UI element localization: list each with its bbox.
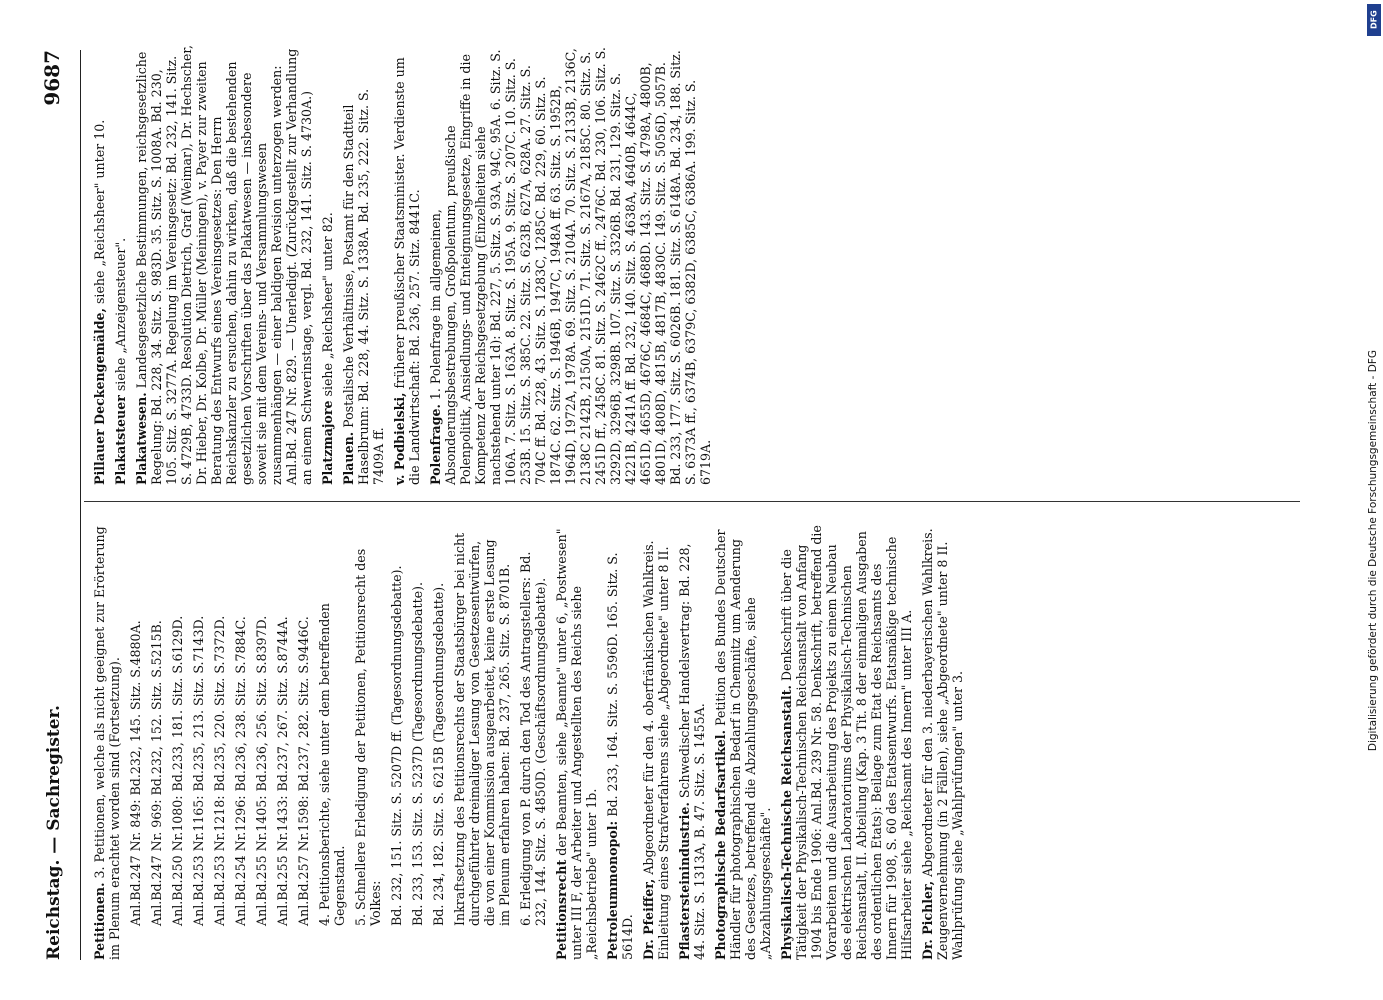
entry-keyword: Photographische Bedarfsartikel. <box>713 730 728 960</box>
entry-keyword: Petroleummonopol: <box>605 820 620 960</box>
right-column <box>92 45 719 485</box>
entry-keyword: Pillauer Deckengemälde, <box>92 308 107 485</box>
entry-text: Bd. 232, 151. Sitz. S. 5207D ff. (Tagesordnungsdebatte). <box>389 565 404 926</box>
entry-text: Schwedischer Handelsvertrag: Bd. 228, 44. Sitz. S. 1313A, B. 47. Sitz. S. 1455A. <box>677 543 707 960</box>
index-entry <box>392 45 422 485</box>
index-entry <box>779 520 914 960</box>
digitization-credit: Digitalisierung gefördert durch die Deutsche Forschungsgemeinschaft - DFG <box>1367 350 1379 752</box>
index-entry <box>233 520 248 960</box>
index-entry <box>431 520 446 960</box>
index-entry <box>317 520 347 960</box>
entry-keyword: Petitionen. <box>92 882 107 960</box>
index-entry <box>353 520 383 960</box>
index-entry <box>92 45 107 485</box>
entry-text: Anl.Bd.253 Nr.1165: Bd.235, 213. Sitz. S.7143D. <box>191 615 206 926</box>
entry-keyword: Dr. Pfeiffer, <box>641 878 656 960</box>
entry-keyword: Plakatsteuer <box>113 395 128 485</box>
index-entry <box>452 520 512 960</box>
entry-text: Anl.Bd.255 Nr.1405: Bd.236, 256. Sitz. S.8397D. <box>254 615 269 926</box>
entry-text: Anl.Bd.254 Nr.1296: Bd.236, 238. Sitz. S.7884C. <box>233 616 248 926</box>
entry-keyword: Platzmajore <box>320 400 335 485</box>
entry-text: Abgeordneter für den 3. niederbayerischen Wahlkreis. Zeugenvernehmung (in 2 Fällen), siehe „Abgeordnete" unter 8 II. Wahlprüfung siehe „Wahlprüfungen" unter 3. <box>920 528 965 960</box>
index-entry <box>554 520 599 960</box>
entry-text: Petition des Bundes Deutscher Händler für photographischen Bedarf in Chemnitz um Aenderung des Gesetzes, betreffend die Abzahlungsgeschäfte, siehe „Abzahlungsgeschäfte". <box>713 529 773 960</box>
entry-text: Denkschrift über die Tätigkeit der Physikalisch-Technischen Reichsanstalt von Anfang 1904 bis Ende 1906: Anl.Bd. 239 Nr. 58. Denkschrift, betreffend die Vorarbeiten und die Ausarbeitung des Projekts zu einem Neubau des elektrischen Laboratoriums der Physikalisch-Technischen Reichsanstalt, II. Abteilung (Kap. 3 Tit. 8 der einmaligen Ausgaben des ordentlichen Etats): Beilage zum Etat des Reichsamts des Innern für 1908, S. 60 des Etatsentwurfs. Etatsmäßige technische Hilfsarbeiter siehe „Reichsamt des Innern" unter III A. <box>779 525 914 960</box>
entry-text: der Beamten, siehe „Beamte" unter 6, „Postwesen" unter III F, der Arbeiter und Angestellten des Reichs siehe „Reichsbetriebe" unter 1b. <box>554 528 599 960</box>
index-entry <box>275 520 290 960</box>
entry-text: siehe „Anzeigensteuer". <box>113 237 128 396</box>
entry-text: Anl.Bd.257 Nr.1598: Bd.237, 282. Sitz. S.9446C. <box>296 616 311 926</box>
index-entry <box>410 520 425 960</box>
entry-text: siehe „Reichsheer" unter 10. <box>92 119 107 309</box>
dfg-logo: DFG <box>1367 4 1381 36</box>
entry-keyword: Plauen. <box>341 431 356 485</box>
entry-text: Anl.Bd.250 Nr.1080: Bd.233, 181. Sitz. S.6129D. <box>170 615 185 926</box>
entry-text: siehe „Reichsheer" unter 82. <box>320 212 335 401</box>
index-entry <box>149 520 164 960</box>
entry-keyword: Physikalisch-Technische Reichsanstalt. <box>779 685 794 960</box>
index-entry <box>191 520 206 960</box>
index-entry <box>92 520 122 960</box>
index-entry <box>254 520 269 960</box>
column-separator <box>84 501 1300 502</box>
page-header <box>40 50 70 960</box>
index-entry <box>677 520 707 960</box>
entry-text: Inkraftsetzung des Petitionsrechts der Staatsbürger bei nicht durchgeführter dreimaliger Lesung von Gesetzesentwürfen, die von einer Kommission ausgearbeitet, keine erste Lesung im Plenum erfahren haben: Bd. 237, 265. Sitz. S. 8701B. <box>452 532 512 926</box>
index-entry <box>641 520 671 960</box>
index-entry <box>212 520 227 960</box>
index-entry <box>518 520 548 960</box>
entry-text: 6. Erledigung von P. durch den Tod des Antragstellers: Bd. 232, 144. Sitz. S. 4850D. (Geschäftsordnungsdebatte). <box>518 551 548 926</box>
index-entry <box>134 45 314 485</box>
index-entry <box>113 45 128 485</box>
entry-text: 5. Schnellere Erledigung der Petitionen, Petitionsrecht des Volkes: <box>353 548 383 926</box>
index-entry <box>341 45 386 485</box>
index-entry <box>296 520 311 960</box>
index-entry <box>428 45 713 485</box>
index-entry <box>389 520 404 960</box>
index-entry <box>128 520 143 960</box>
page-number: 9687 <box>40 50 64 106</box>
entry-text: Anl.Bd.253 Nr.1218: Bd.235, 220. Sitz. S.7372D. <box>212 615 227 926</box>
entry-text: 1. Polenfrage im allgemeinen, Absonderungsbestrebungen, Großpolentum, preußische Polenpolitik, Ansiedlungs- und Enteignungsgesetze, Eingriffe in die Kompetenz der Reichsgesetzgebung (Einzelheiten siehe nachstehend unter 1d): Bd. 227, 5. Sitz. S. 93A, 94C, 95A. 6. Sitz. S. 106A. 7. Sitz. S. 163A. 8. Sitz. S. 195A. 9. Sitz. S. 207C. 10. Sitz. S. 253B. 15. Sitz. S. 385C. 22. Sitz. S. 623B, 627A, 628A. 27. Sitz. S. 704C ff. Bd. 228, 43. Sitz. S. 1283C, 1285C. Bd. 229, 60. Sitz. S. 1874C. 62. Sitz. S. 1946B, 1947C, 1948A ff. 63. Sitz. S. 1952B, 1964D, 1972A, 1978A. 69. Sitz. S. 2104A. 70. Sitz. S. 2133B, 2136C, 2138C 2142B, 2150A, 2151D. 71. Sitz. S. 2167A, 2185C. 80. Sitz. S. 2451D ff., 2458C. 81. Sitz. S. 2462C ff., 2476C. Bd. 230, 106. Sitz. S. 3292D, 3296B, 3298B. 107. Sitz. S. 3326B. Bd. 231, 129. Sitz. S. 4221B, 4241A ff. Bd. 232, 140. Sitz. S. 4638A, 4640B, 4644C, 4651D, 4655D, 4676C, 4684C, 4688D. 143. Sitz. S. 4798A, 4800B, 4801D, 4808D, 4815B, 4817B, 4830C. 149. Sitz. S. 5056D, 5057B. Bd. 233, 177. Sitz. S. 6026B. 181. Sitz. S. 6148A. Bd. 234, 188. Sitz. S. 6373A ff., 6374B, 6379C, 6382D, 6385C, 6386A. 199. Sitz. S. 6719A. <box>428 47 713 485</box>
entry-keyword: Plakatwesen. <box>134 392 149 485</box>
entry-text: Landesgesetzliche Bestimmungen, reichsgesetzliche Regelung: Bd. 228, 34. Sitz. S. 983D. 35. Sitz. S. 1008A. Bd. 230, 105. Sitz. S. 3277A. Regelung im Vereinsgesetz: Bd. 232, 141. Sitz. S. 4729B, 4733D. Resolution Dietrich, Graf (Weimar), Dr. Hechscher, Dr. Hieber, Dr. Kolbe, Dr. Müller (Meiningen), v. Payer zur zweiten Beratung des Entwurfs eines Vereinsgesetzes: Den Herrn Reichskanzler zu ersuchen, dahin zu wirken, daß die bestehenden gesetzlichen Vorschriften über das Plakatwesen — insbesondere soweit sie mit dem Vereins- und Versammlungswesen zusammenhängen — einer baldigen Revision unterzogen werden: Anl.Bd. 247 Nr. 829. — Unerledigt. (Zurückgestellt zur Verhandlung an einem Schwerinstage, vergl. Bd. 232, 141. Sitz. S. 4730A.) <box>134 45 314 485</box>
entry-keyword: v. Podbielski, <box>392 392 407 485</box>
entry-text: früherer preußischer Staatsminister. Verdienste um die Landwirtschaft: Bd. 236, 257. Sitz. 8441C. <box>392 57 422 485</box>
index-entry <box>920 520 965 960</box>
index-entry <box>713 520 773 960</box>
entry-text: 4. Petitionsberichte, siehe unter dem betreffenden Gegenstand. <box>317 603 347 926</box>
entry-text: Bd. 233, 164. Sitz. S. 5596D. 165. Sitz. S. 5614D. <box>605 552 635 960</box>
entry-keyword: Dr. Pichler, <box>920 880 935 960</box>
entry-keyword: Petitionsrecht <box>554 859 569 960</box>
index-entry <box>605 520 635 960</box>
entry-text: Abgeordneter für den 4. oberfränkischen Wahlkreis. Einleitung eines Strafverfahrens siehe „Abgeordnete" unter 8 II. <box>641 540 671 960</box>
index-entry <box>320 45 335 485</box>
entry-text: Postalische Verhältnisse, Postamt für den Stadtteil Haselbrunn: Bd. 228, 44. Sitz. S. 1338A. Bd. 235, 222. Sitz. S. 7409A ff. <box>341 88 386 485</box>
header-rule <box>80 50 81 960</box>
entry-text: Bd. 234, 182. Sitz. S. 6215B (Tagesordnungsdebatte). <box>431 582 446 926</box>
index-entry <box>170 520 185 960</box>
entry-text: Anl.Bd.247 Nr. 969: Bd.232, 152. Sitz. S.5215B. <box>149 620 164 926</box>
entry-keyword: Pflastersteinindustrie. <box>677 802 692 960</box>
entry-text: Bd. 233, 153. Sitz. S. 5237D (Tagesordnungsdebatte). <box>410 581 425 926</box>
entry-text: 3. Petitionen, welche als nicht geeignet zur Erörterung im Plenum erachtet worden sind (Fortsetzung). <box>92 526 122 960</box>
entry-keyword: Polenfrage. <box>428 404 443 485</box>
running-title: Reichstag. — Sachregister. <box>44 705 64 960</box>
entry-text: Anl.Bd.255 Nr.1433: Bd.237, 267. Sitz. S.8744A. <box>275 616 290 926</box>
left-column <box>92 520 971 960</box>
entry-text: Anl.Bd.247 Nr. 849: Bd.232, 145. Sitz. S.4880A. <box>128 620 143 926</box>
